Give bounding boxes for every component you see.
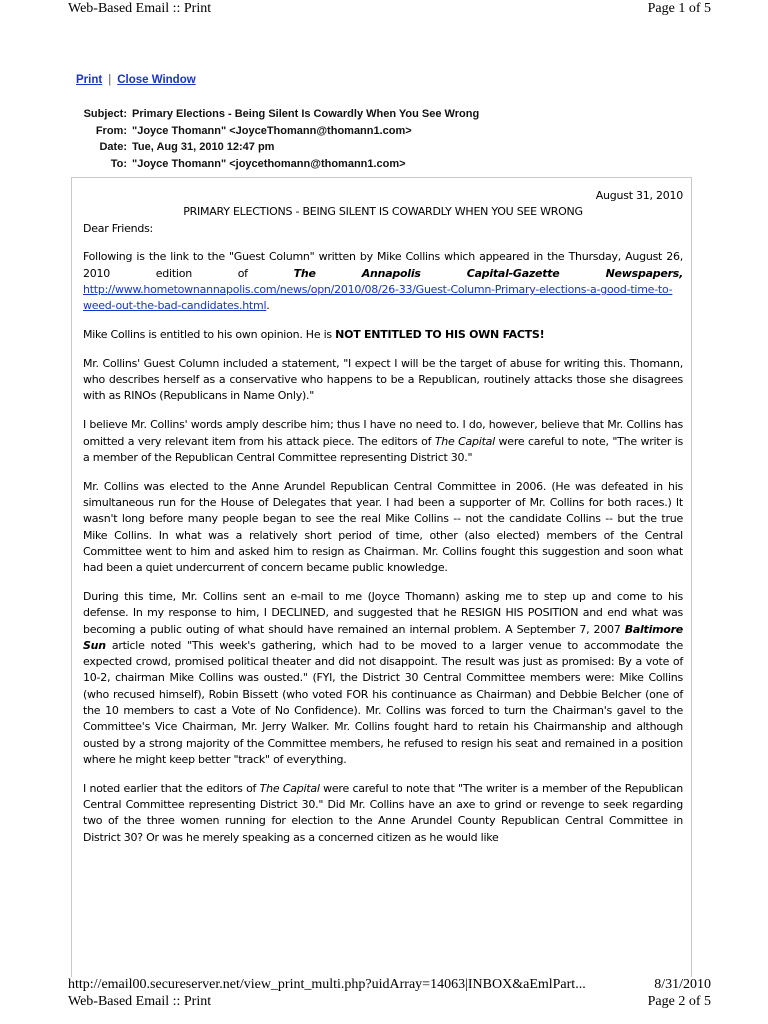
to-row bbox=[82, 156, 479, 173]
paragraph-2: Mike Collins is entitled to his own opinion. He is NOT ENTITLED TO HIS OWN FACTS! bbox=[83, 328, 545, 342]
close-window-link[interactable]: Close Window bbox=[117, 74, 196, 86]
date-row bbox=[82, 139, 479, 156]
link-separator: | bbox=[108, 74, 112, 86]
paragraph-1: Following is the link to the "Guest Column" written by Mike Collins which appeared in the Thursday, August 26, 2010 edition of The Annapolis Capital-Gazette Newspapers, http://www.hometownannapolis.com/news/opn/2010/08/26-33/Guest-Column-Primary-elections-a-good-time-to-weed-out-the-bad-candidates.html. bbox=[83, 250, 684, 313]
subject-row bbox=[82, 106, 479, 123]
footer-url: http://email00.secureserver.net/view_print_multi.php?uidArray=14063|INBOX&aEmlPart... bbox=[68, 977, 586, 992]
publication-name: The Capital bbox=[434, 434, 495, 448]
subject-label: Subject: bbox=[83, 108, 127, 120]
email-headers bbox=[82, 106, 479, 172]
from-row bbox=[82, 123, 479, 140]
page-number: Page 1 of 5 bbox=[647, 1, 711, 16]
print-page-header bbox=[68, 1, 711, 17]
paragraph-3: Mr. Collins' Guest Column included a statement, "I expect I will be the target of abuse for writing this. Thomann, who describes herself as a conservative who happens to be a Republican, routinely attacks those she disagrees with as RINOs (Republicans in Name Only)." bbox=[83, 356, 683, 403]
paragraph-7: I noted earlier that the editors of The Capital were careful to note that "The writer is a member of the Republican Central Committee representing District 30." Did Mr. Collins have an axe to grind or revenge to seek regarding two of the three women running for election to the Anne Arundel County Republican Central Committee in District 30? Or was he merely speaking as a concerned citizen as he would like bbox=[83, 781, 683, 844]
footer-date: 8/31/2010 bbox=[654, 977, 711, 992]
to-label: To: bbox=[110, 157, 127, 170]
print-toolbar bbox=[76, 74, 196, 86]
paragraph-6: During this time, Mr. Collins sent an e-mail to me (Joyce Thomann) asking me to step up and come to his defense. In my response to him, I DECLINED, and suggested that he RESIGN HIS POSITION and end what was becoming a public outing of what should have remained an internal problem. A September 7, 2007 Baltimore Sun article noted "This week's gathering, which had to be moved to a larger venue to accommodate the expected crowd, promised political theater and did not disappoint. The result was just as promised: By a vote of 10-2, chairman Mike Collins was ousted." (FYI, the District 30 Central Committee members were: Mike Collins (who recused himself), Robin Bissett (who voted FOR his continuance as Chairman) and Debbie Belcher (one of the 10 members to cast a Vote of No Confidence). Mr. Collins was forced to turn the Chairman's gavel to the Committee's Vice Chairman, Mr. Jerry Walker. Mr. Collins fought hard to retain his Chairmanship and although ousted by a strong majority of the Committee members, he refused to resign his seat and remained in a position where he might keep better "track" of everything. bbox=[83, 589, 683, 766]
emphasis-text: NOT ENTITLED TO HIS OWN FACTS! bbox=[335, 328, 545, 342]
message-body bbox=[83, 188, 683, 858]
publication-name: The Capital bbox=[259, 781, 320, 795]
print-link[interactable]: Print bbox=[76, 74, 103, 86]
letter-date: August 31, 2010 bbox=[595, 189, 683, 202]
from-label: From: bbox=[95, 124, 127, 137]
message-body-frame bbox=[71, 177, 692, 977]
next-page-header bbox=[68, 994, 711, 1010]
next-page-title: Web-Based Email :: Print bbox=[68, 994, 212, 1009]
from-value: "Joyce Thomann" <JoyceThomann@thomann1.com> bbox=[132, 124, 412, 137]
page-header-title: Web-Based Email :: Print bbox=[68, 1, 212, 16]
publication-name: The Annapolis Capital-Gazette Newspapers, bbox=[293, 266, 684, 280]
print-page-footer bbox=[68, 977, 711, 993]
paragraph-4: I believe Mr. Collins' words amply describe him; thus I have no need to. I do, however, believe that Mr. Collins has omitted a very relevant item from his attack piece. The editors of The Capital were careful to note, "The writer is a member of the Republican Central Committee representing District 30." bbox=[83, 418, 684, 464]
letter-title: PRIMARY ELECTIONS - BEING SILENT IS COWARDLY WHEN YOU SEE WRONG bbox=[183, 205, 583, 219]
date-label: Date: bbox=[99, 141, 127, 153]
guest-column-link[interactable]: http://www.hometownannapolis.com/news/opn/2010/08/26-33/Guest-Column-Primary-elections-a-good-time-to-weed-out-the-bad-candidates.html bbox=[83, 282, 673, 313]
paragraph-5: Mr. Collins was elected to the Anne Arundel Republican Central Committee in 2006. (He was defeated in his simultaneous run for the House of Delegates that year. I had been a supporter of Mr. Collins for both races.) It wasn't long before many people began to see the real Mike Collins -- not the candidate Collins -- but the true Mike Collins. In what was a relatively short period of time, other (also elected) members of the Central Committee went to him and asked him to resign as Chairman. Mr. Collins fought this suggestion and soon what had been a quiet undercurrent of concern became public knowledge. bbox=[83, 479, 683, 575]
publication-name: Baltimore Sun bbox=[83, 622, 683, 652]
date-value: Tue, Aug 31, 2010 12:47 pm bbox=[132, 141, 275, 153]
next-page-number: Page 2 of 5 bbox=[647, 994, 711, 1009]
subject-value: Primary Elections - Being Silent Is Cowardly When You See Wrong bbox=[132, 108, 480, 120]
salutation: Dear Friends: bbox=[83, 221, 154, 235]
to-value: "Joyce Thomann" <joycethomann@thomann1.com> bbox=[132, 157, 406, 170]
